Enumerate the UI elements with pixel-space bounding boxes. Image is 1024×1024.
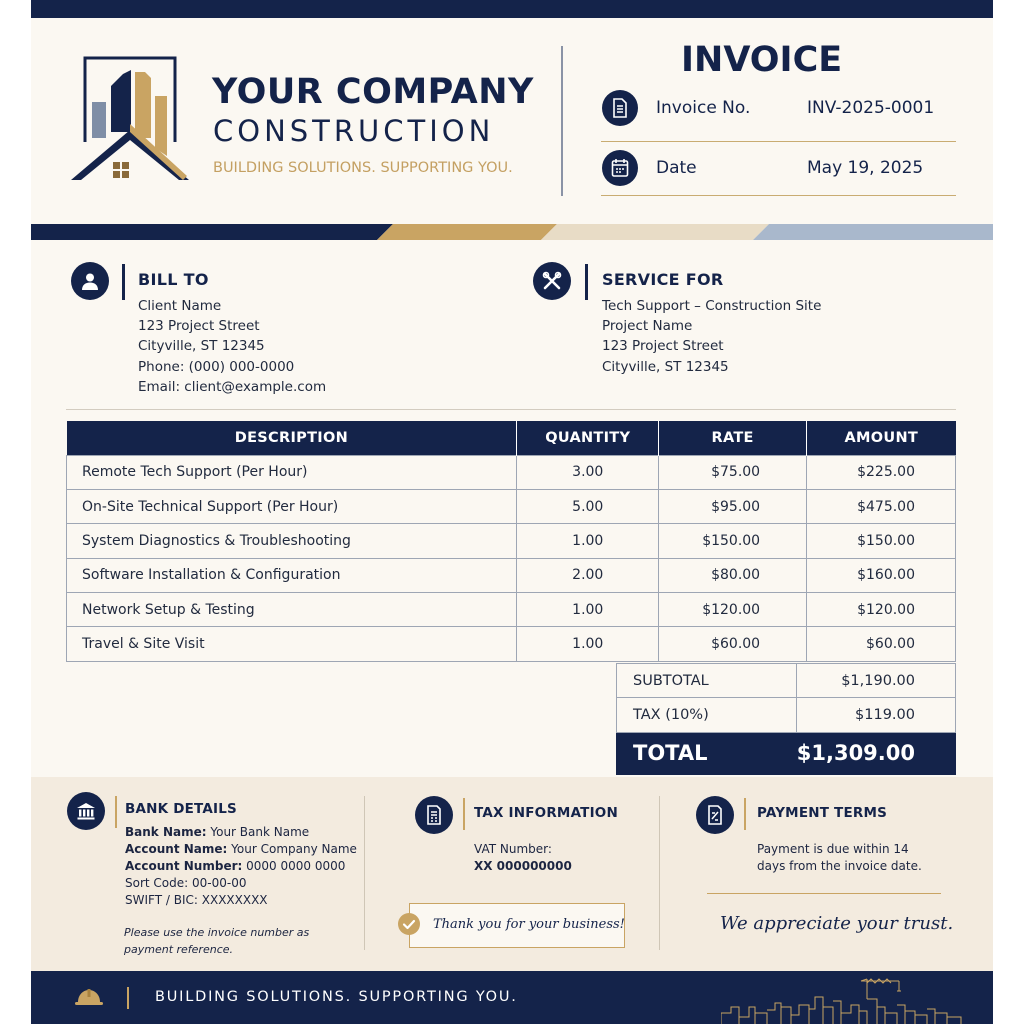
company-name: YOUR COMPANY (212, 72, 534, 112)
bank-name-line (125, 824, 357, 841)
item-quantity: 3.00 (517, 455, 659, 489)
bank-details-text (125, 824, 357, 909)
column-separator (659, 796, 660, 950)
footer-bar (31, 971, 993, 1024)
invoice-number-row (601, 86, 956, 142)
item-rate: $75.00 (659, 455, 807, 489)
bill-to-heading: BILL TO (138, 270, 209, 289)
payment-document-icon (696, 796, 734, 834)
invoice-number-label: Invoice No. (656, 98, 751, 118)
closing-message: We appreciate your trust. (720, 913, 954, 934)
item-quantity: 1.00 (517, 593, 659, 627)
calendar-icon (602, 150, 638, 186)
document-icon (602, 90, 638, 126)
company-subtitle: CONSTRUCTION (213, 114, 495, 148)
tools-icon (533, 262, 571, 300)
invoice-date-value: May 19, 2025 (807, 158, 924, 178)
table-row (67, 455, 956, 489)
tax-document-icon (415, 796, 453, 834)
service-for-line: 123 Project Street (602, 338, 724, 355)
total-row (617, 732, 956, 774)
tax-row (617, 698, 956, 732)
account-number-label: Account Number: (125, 859, 243, 874)
table-row (67, 558, 956, 592)
top-bar (31, 0, 993, 18)
item-amount: $475.00 (807, 489, 956, 523)
hardhat-icon (74, 986, 104, 1008)
item-description: Remote Tech Support (Per Hour) (67, 455, 517, 489)
col-quantity: QUANTITY (517, 421, 659, 455)
gold-rule (707, 893, 941, 894)
column-separator (364, 796, 365, 950)
bill-to-address (138, 296, 326, 397)
bank-details-heading: BANK DETAILS (125, 801, 237, 817)
service-for-line: Tech Support – Construction Site (602, 298, 822, 314)
bank-icon (67, 792, 105, 830)
payment-divider (744, 798, 746, 830)
building-logo-icon (71, 56, 189, 180)
footer-tagline: BUILDING SOLUTIONS. SUPPORTING YOU. (155, 989, 518, 1005)
line-items-table (66, 421, 956, 662)
item-description: Network Setup & Testing (67, 593, 517, 627)
service-for-heading: SERVICE FOR (602, 270, 724, 289)
tax-label: TAX (10%) (617, 698, 797, 732)
subtotal-label: SUBTOTAL (617, 664, 797, 698)
company-tagline: BUILDING SOLUTIONS. SUPPORTING YOU. (213, 160, 513, 176)
subtotal-value: $1,190.00 (796, 664, 955, 698)
skyline-crane-icon (721, 977, 971, 1024)
service-for-line: Cityville, ST 12345 (602, 358, 729, 375)
item-quantity: 5.00 (517, 489, 659, 523)
bill-to-line: Client Name (138, 298, 222, 314)
footer-divider (127, 987, 129, 1009)
item-description: On-Site Technical Support (Per Hour) (67, 489, 517, 523)
payment-terms-heading: PAYMENT TERMS (757, 805, 888, 821)
payment-reference-note: Please use the invoice number as payment reference. (124, 926, 310, 956)
account-number-line (125, 858, 357, 875)
table-row (67, 593, 956, 627)
bank-name-label: Bank Name: (125, 825, 207, 839)
col-amount: AMOUNT (807, 421, 956, 455)
bank-divider (115, 796, 117, 828)
account-number-value: 0000 0000 0000 (246, 859, 346, 874)
tax-divider (463, 798, 465, 830)
account-name-value: Your Company Name (231, 842, 357, 857)
swift-line (125, 892, 357, 909)
bill-to-line: Cityville, ST 12345 (138, 338, 265, 355)
tax-info-heading: TAX INFORMATION (474, 805, 618, 821)
invoice-title: INVOICE (681, 40, 843, 80)
subtotal-row (617, 664, 956, 698)
header-divider (561, 46, 563, 196)
bill-to-line: 123 Project Street (138, 318, 260, 335)
bill-to-line: Phone: (000) 000-0000 (138, 358, 295, 375)
total-value: $1,309.00 (796, 732, 955, 774)
item-rate: $150.00 (659, 524, 807, 558)
bill-to-line: Email: client@example.com (138, 378, 327, 395)
item-rate: $95.00 (659, 489, 807, 523)
sort-code-line (125, 875, 357, 892)
total-label: TOTAL (617, 732, 797, 774)
item-description: System Diagnostics & Troubleshooting (67, 524, 517, 558)
bank-name-value: Your Bank Name (210, 825, 310, 839)
table-row (67, 524, 956, 558)
invoice-date-label: Date (656, 158, 697, 178)
item-description: Software Installation & Configuration (67, 558, 517, 592)
item-quantity: 1.00 (517, 627, 659, 661)
invoice-page (31, 0, 993, 1024)
decorative-stripe (31, 224, 993, 240)
col-description: DESCRIPTION (67, 421, 517, 455)
item-amount: $160.00 (807, 558, 956, 592)
account-name-line (125, 841, 357, 858)
item-amount: $150.00 (807, 524, 956, 558)
item-rate: $60.00 (659, 627, 807, 661)
swift-value: XXXXXXXX (201, 893, 268, 908)
thank-you-text: Thank you for your business! (433, 917, 625, 932)
table-row (67, 489, 956, 523)
item-amount: $225.00 (807, 455, 956, 489)
sort-code-label: Sort Code: (125, 876, 189, 891)
item-quantity: 2.00 (517, 558, 659, 592)
user-icon (71, 262, 109, 300)
item-amount: $60.00 (807, 627, 956, 661)
table-row (67, 627, 956, 661)
invoice-number-value: INV-2025-0001 (807, 98, 935, 118)
tax-value: $119.00 (796, 698, 955, 732)
service-for-line: Project Name (602, 318, 693, 335)
col-rate: RATE (659, 421, 807, 455)
bill-to-divider (122, 264, 125, 300)
section-divider (66, 409, 956, 410)
check-icon (398, 913, 420, 935)
sort-code-value: 00-00-00 (192, 876, 247, 891)
payment-terms-text: Payment is due within 14 days from the invoice date. (757, 842, 922, 874)
item-amount: $120.00 (807, 593, 956, 627)
vat-text (474, 841, 572, 875)
account-name-label: Account Name: (125, 842, 228, 857)
item-rate: $80.00 (659, 558, 807, 592)
vat-label: VAT Number: (474, 842, 552, 856)
table-header-row (67, 421, 956, 455)
totals-table (616, 663, 956, 775)
service-for-divider (585, 264, 588, 300)
service-for-address (602, 296, 821, 377)
invoice-date-row (601, 140, 956, 196)
item-rate: $120.00 (659, 593, 807, 627)
swift-label: SWIFT / BIC: (125, 893, 198, 908)
item-quantity: 1.00 (517, 524, 659, 558)
item-description: Travel & Site Visit (67, 627, 517, 661)
vat-value: XX 000000000 (474, 859, 572, 874)
